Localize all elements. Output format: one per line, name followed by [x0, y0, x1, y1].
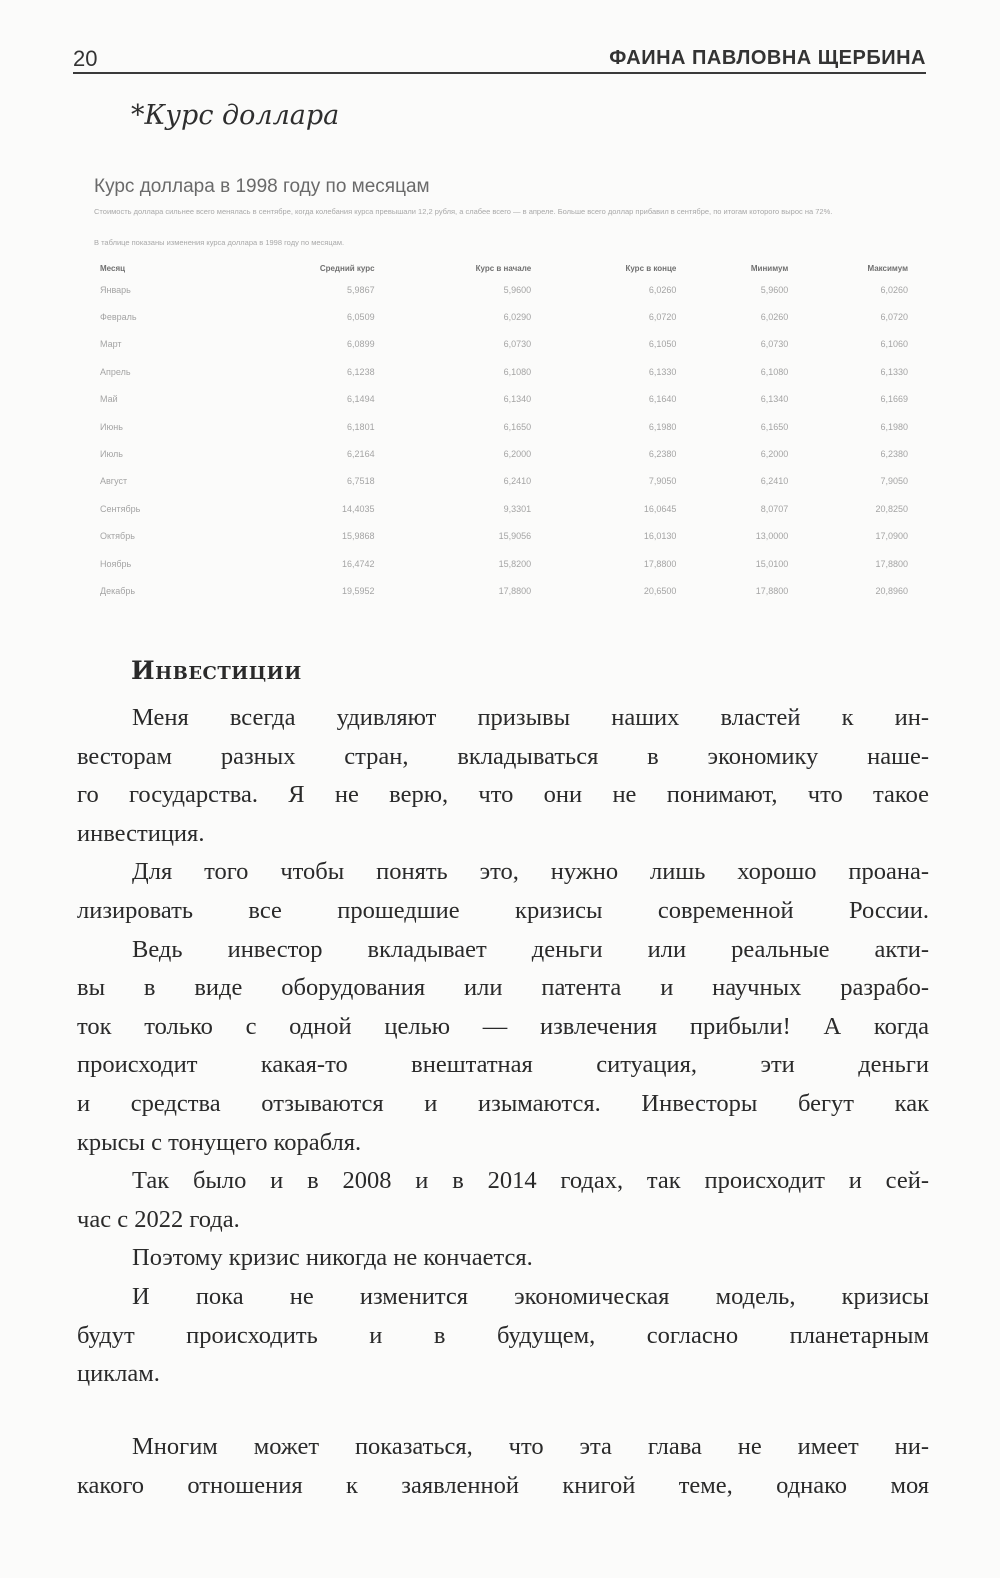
body-text	[77, 699, 929, 1394]
rate-cell: 5,9600	[503, 284, 532, 295]
figure-title: Курс доллара в 1998 году по месяцам	[94, 176, 430, 197]
rate-cell: 16,0130	[643, 531, 677, 542]
table-row	[94, 303, 916, 330]
rate-cell: 15,8200	[498, 558, 532, 569]
rate-cell: 16,4742	[342, 558, 375, 569]
rate-cell: 6,0260	[648, 284, 677, 295]
rate-cell: 6,1669	[880, 394, 908, 405]
text-line: И пока не изменится экономическая модель, кризисы	[132, 1282, 929, 1310]
column-header: Максимум	[867, 263, 908, 273]
text-line: будут происходить и в будущем, согласно планетарным	[77, 1321, 929, 1349]
rate-cell: 6,0290	[503, 312, 532, 323]
rate-cell: 6,0730	[503, 339, 532, 350]
table-row	[94, 440, 916, 467]
text-line: Для того чтобы понять это, нужно лишь хорошо проана-	[132, 858, 929, 886]
exchange-rate-figure	[90, 168, 920, 608]
text-line: час с 2022 года.	[77, 1205, 240, 1233]
table-row	[94, 358, 916, 385]
text-line: вы в виде оборудования или патента и научных разрабо-	[77, 974, 929, 1002]
text-line: ток только с одной целью — извлечения прибыли! А когда	[77, 1012, 929, 1040]
text-line: весторам разных стран, вкладываться в экономику наше-	[77, 742, 929, 770]
rate-cell: 15,9868	[342, 531, 375, 542]
rate-cell: 7,9050	[880, 476, 908, 487]
rate-cell: 6,1980	[880, 421, 908, 432]
text-line: Многим может показаться, что эта глава не имеет ни-	[132, 1433, 929, 1460]
rate-cell: 5,9600	[760, 284, 789, 295]
section-heading: Инвестиции	[131, 656, 302, 685]
rate-cell: 5,9867	[347, 284, 375, 295]
table-row	[94, 577, 916, 604]
text-line: происходит какая-то внештатная ситуация, эти деньги	[77, 1051, 929, 1079]
table-row	[94, 468, 916, 495]
text-line: крысы с тонущего корабля.	[77, 1128, 362, 1156]
month-cell: Июль	[100, 449, 123, 460]
month-cell: Сентябрь	[100, 503, 141, 514]
month-cell: Январь	[100, 284, 131, 295]
rate-cell: 9,3301	[503, 503, 532, 514]
rate-cell: 6,1340	[503, 394, 532, 405]
rate-cell: 6,0720	[880, 312, 908, 323]
rate-cell: 6,1801	[347, 421, 375, 432]
rate-cell: 6,0260	[760, 312, 789, 323]
figure-note-secondary: В таблице показаны изменения курса доллара в 1998 году по месяцам.	[94, 238, 345, 247]
table-row	[94, 413, 916, 440]
rate-cell: 17,8800	[875, 558, 908, 569]
rate-cell: 6,2380	[648, 449, 677, 460]
rate-cell: 6,0899	[347, 339, 375, 350]
figure-note: Стоимость доллара сильнее всего менялась в сентябре, когда колебания курса превышали 12,2 рубля, а слабее всего — в апреле. Больше всего доллар прибавил в сентябре, по итогам которого вырос на 72%.	[94, 207, 833, 216]
body-text-continued	[77, 1428, 929, 1505]
rate-cell: 6,2000	[503, 449, 532, 460]
table-row	[94, 276, 916, 303]
table-row	[94, 523, 916, 550]
rate-cell: 6,0720	[648, 312, 677, 323]
rate-cell: 7,9050	[648, 476, 677, 487]
rate-cell: 17,8800	[755, 585, 789, 596]
rate-cell: 6,1980	[648, 421, 677, 432]
month-cell: Август	[100, 476, 128, 487]
table-row	[94, 386, 916, 413]
month-cell: Декабрь	[100, 585, 136, 596]
rate-cell: 15,0100	[755, 558, 789, 569]
rate-cell: 6,1330	[648, 366, 677, 377]
rate-cell: 6,2000	[760, 449, 789, 460]
month-cell: Февраль	[100, 312, 137, 323]
figure-caption: *Курс доллара	[131, 100, 340, 131]
rate-cell: 17,0900	[875, 531, 908, 542]
running-title: ФАИНА ПАВЛОВНА ЩЕРБИНА	[609, 47, 926, 69]
rate-cell: 17,8800	[498, 585, 532, 596]
rate-cell: 6,0509	[347, 312, 375, 323]
rate-cell: 14,4035	[342, 503, 375, 514]
page-number: 20	[73, 46, 98, 71]
rate-cell: 20,8250	[875, 503, 908, 514]
rate-cell: 6,1050	[648, 339, 677, 350]
rate-cell: 6,1640	[648, 394, 677, 405]
rate-cell: 6,1080	[503, 366, 532, 377]
table-row	[94, 550, 916, 577]
text-line: Меня всегда удивляют призывы наших властей к ин-	[132, 704, 929, 731]
text-line: Ведь инвестор вкладывает деньги или реальные акти-	[132, 935, 929, 963]
month-cell: Июнь	[100, 421, 123, 432]
text-line: инвестиция.	[77, 819, 205, 847]
rate-cell: 6,1494	[347, 394, 375, 405]
text-line: го государства. Я не верю, что они не понимают, что такое	[77, 781, 929, 809]
table-row	[94, 331, 916, 358]
rate-cell: 6,0260	[880, 284, 908, 295]
rate-cell: 16,0645	[643, 503, 677, 514]
text-line: лизировать все прошедшие кризисы современной России.	[77, 896, 929, 924]
column-header: Курс в начале	[475, 263, 532, 273]
column-header: Месяц	[100, 263, 126, 273]
month-cell: Октябрь	[100, 531, 135, 542]
rate-cell: 6,1330	[880, 366, 908, 377]
rate-cell: 6,2380	[880, 449, 908, 460]
rate-cell: 8,0707	[760, 503, 789, 514]
rate-cell: 6,1650	[760, 421, 789, 432]
text-line: циклам.	[77, 1360, 160, 1388]
exchange-rate-table	[94, 260, 916, 605]
rate-cell: 6,1238	[347, 366, 375, 377]
rate-cell: 6,2410	[760, 476, 789, 487]
text-line: Так было и в 2008 и в 2014 годах, так происходит и сей-	[132, 1167, 929, 1195]
table-header-row	[94, 260, 916, 276]
text-line: и средства отзываются и изымаются. Инвесторы бегут как	[77, 1089, 929, 1117]
rate-cell: 20,8960	[875, 585, 908, 596]
rate-cell: 6,2410	[503, 476, 532, 487]
rate-cell: 13,0000	[755, 531, 789, 542]
column-header: Средний курс	[319, 263, 375, 273]
rate-cell: 6,2164	[347, 449, 375, 460]
rate-cell: 19,5952	[342, 585, 375, 596]
rate-cell: 6,7518	[347, 476, 375, 487]
rate-cell: 6,1060	[880, 339, 908, 350]
column-header: Курс в конце	[625, 263, 677, 273]
rate-cell: 6,0730	[760, 339, 789, 350]
rate-cell: 20,6500	[643, 585, 677, 596]
rate-cell: 15,9056	[498, 531, 532, 542]
rate-cell: 6,1340	[760, 394, 789, 405]
text-line: Поэтому кризис никогда не кончается.	[132, 1244, 533, 1272]
rate-cell: 6,1080	[760, 366, 789, 377]
column-header: Минимум	[750, 263, 789, 273]
table-row	[94, 495, 916, 522]
page-header	[73, 44, 926, 74]
month-cell: Апрель	[100, 366, 131, 377]
month-cell: Ноябрь	[100, 558, 132, 569]
rate-cell: 17,8800	[643, 558, 677, 569]
month-cell: Март	[100, 339, 122, 350]
month-cell: Май	[100, 394, 118, 405]
text-line: какого отношения к заявленной книгой теме, однако моя	[77, 1471, 929, 1499]
rate-cell: 6,1650	[503, 421, 532, 432]
